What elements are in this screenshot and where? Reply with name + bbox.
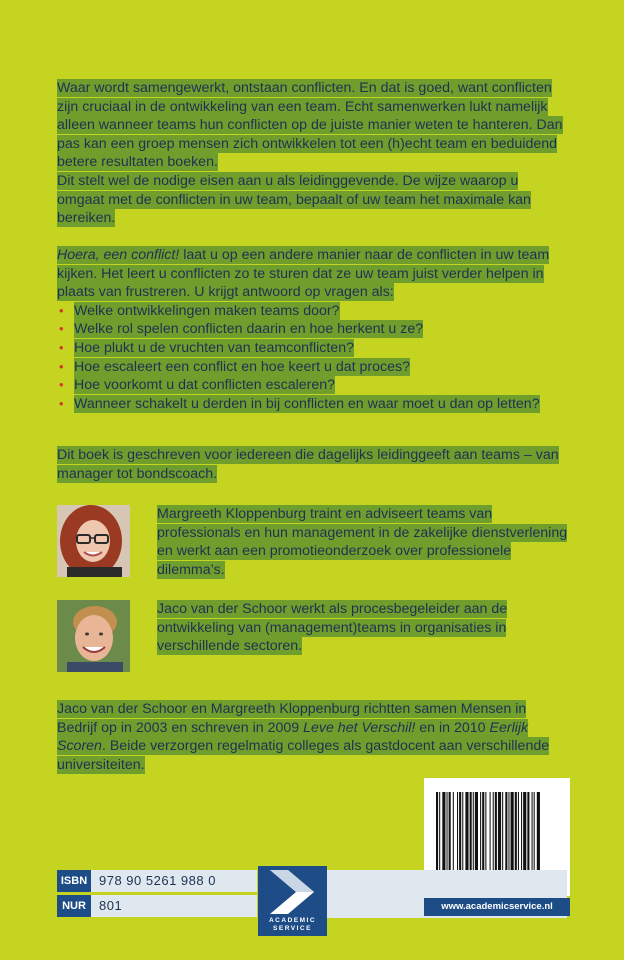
book-description-body: laat u op een andere manier naar de conflicten in uw team kijken. Het leert u conflicten zo te sturen dat ze uw team juist verder helpen in plaats van frustreren. U krijgt antwoord op vragen als: (57, 247, 550, 301)
list-item: • Welke ontwikkelingen maken teams door? (57, 302, 569, 321)
chevron-arrow-icon (258, 866, 327, 916)
list-item: • Hoe voorkomt u dat conflicten escaleren? (57, 376, 569, 395)
isbn-block (57, 870, 257, 918)
nur-row (57, 895, 257, 917)
isbn-row (57, 870, 257, 892)
man-portrait-icon (57, 600, 130, 672)
nur-value: 801 (99, 898, 123, 913)
author-photo-jaco (57, 600, 130, 672)
list-item: • Wanneer schakelt u derden in bij conflicten en waar moet u dan op letten? (57, 395, 569, 414)
list-item: • Welke rol spelen conflicten daarin en hoe herkent u ze? (57, 320, 569, 339)
publisher-name-line1: ACADEMIC (268, 917, 317, 924)
audience-text: Dit boek is geschreven voor iedereen die dagelijks leidinggeeft aan teams – van manager tot bondscoach. (57, 447, 559, 482)
isbn-label: ISBN (57, 870, 91, 892)
publisher-logo (258, 866, 327, 936)
intro-paragraph (57, 79, 569, 228)
publisher-name-line2: SERVICE (273, 925, 312, 932)
book-title-eerlijk-scoren: Eerlijk Scoren (57, 719, 529, 755)
book-title: Hoera, een conflict! (57, 247, 180, 263)
closing-paragraph (57, 700, 569, 774)
list-item: • Hoe escaleert een conflict en hoe keert u dat proces? (57, 358, 569, 377)
isbn-value: 978 90 5261 988 0 (99, 873, 216, 888)
closing-text: Jaco van der Schoor en Margreeth Kloppenburg richtten samen Mensen in Bedrijf op in 2003 en schreven in 2009 Leve het Verschil! en in 2010 Eerlijk Scoren. Beide verzorgen regelmatig colleges als gastdocent aan verschillende universiteiten. (57, 701, 550, 773)
book-description (57, 246, 569, 413)
author-bio-jaco: Jaco van der Schoor werkt als procesbegeleider aan de ontwikkeling van (management)teams in organisaties in verschillende sectoren. (157, 601, 508, 655)
author-jaco (57, 600, 569, 676)
audience-paragraph (57, 446, 569, 483)
question-list (57, 302, 569, 414)
intro-text-2: Dit stelt wel de nodige eisen aan u als leidinggevende. De wijze waarop u omgaat met de conflicten in uw team, bepaalt of uw team het maximale kan bereiken. (57, 172, 531, 227)
author-bio-margreeth: Margreeth Kloppenburg traint en adviseert teams van professionals en hun management in de zakelijke dienstverlening en werkt aan een promotieonderzoek over professionele dilemma’s. (157, 506, 568, 578)
nur-label: NUR (57, 895, 91, 917)
author-photo-margreeth (57, 505, 130, 577)
author-margreeth (57, 505, 569, 581)
publisher-url: www.academicservice.nl (424, 898, 570, 916)
list-item: • Hoe plukt u de vruchten van teamconflicten? (57, 339, 569, 358)
woman-portrait-icon (57, 505, 130, 577)
book-title-leve-het-verschil: Leve het Verschil! (303, 719, 416, 736)
intro-text-1: Waar wordt samengewerkt, ontstaan conflicten. En dat is goed, want conflicten zijn cruciaal in de ontwikkeling van een team. Echt samenwerken lukt namelijk alleen wanneer teams hun conflicten op de juiste manier weten te hanteren. Dan pas kan een groep mensen zich ontwikkelen tot een (h)echt team en beduidend betere resultaten boeken. (57, 80, 563, 171)
barcode-icon (424, 778, 570, 874)
book-description-text (57, 246, 549, 301)
